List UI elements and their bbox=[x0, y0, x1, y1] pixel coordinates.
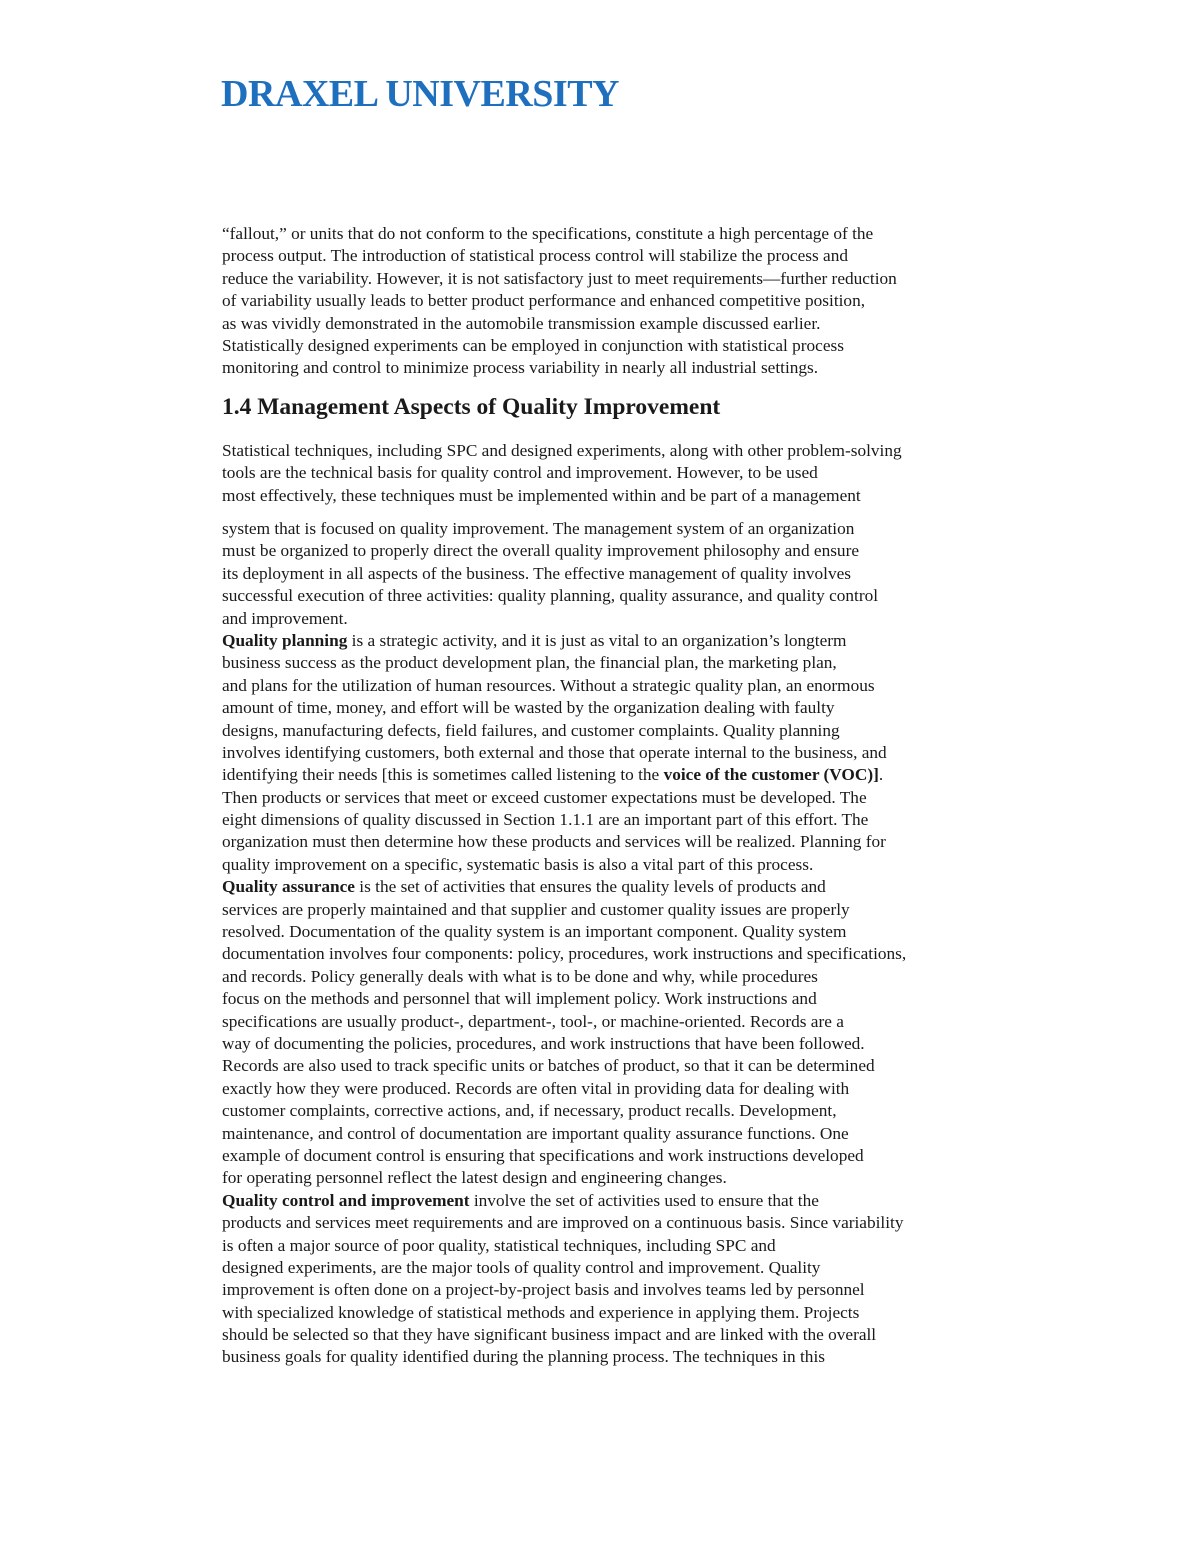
text-line: tools are the technical basis for quality control and improvement. However, to be used bbox=[222, 463, 818, 483]
text-line: example of document control is ensuring that specifications and work instructions developed bbox=[222, 1145, 864, 1165]
text-line: and plans for the utilization of human resources. Without a strategic quality plan, an enormous bbox=[222, 675, 875, 695]
text-line: “fallout,” or units that do not conform to the specifications, constitute a high percentage of the bbox=[222, 224, 874, 243]
section-paragraph-2 bbox=[222, 518, 906, 1369]
text-line: way of documenting the policies, procedures, and work instructions that have been followed. bbox=[222, 1033, 865, 1053]
text-line: most effectively, these techniques must be implemented within and be part of a management bbox=[222, 485, 861, 505]
text-line: monitoring and control to minimize process variability in nearly all industrial settings. bbox=[222, 358, 819, 378]
text-line: with specialized knowledge of statistical methods and experience in applying them. Projects bbox=[222, 1302, 860, 1322]
text-line: eight dimensions of quality discussed in Section 1.1.1 are an important part of this effort. The bbox=[222, 810, 869, 830]
text-line: Statistical techniques, including SPC and designed experiments, along with other problem-solving bbox=[222, 441, 902, 460]
text-line: reduce the variability. However, it is not satisfactory just to meet requirements—further reduction bbox=[222, 268, 897, 288]
text-line: involves identifying customers, both external and those that operate internal to the business, and bbox=[222, 742, 887, 762]
text-line: and records. Policy generally deals with what is to be done and why, while procedures bbox=[222, 966, 818, 986]
text-line: services are properly maintained and that supplier and customer quality issues are properly bbox=[222, 899, 850, 919]
text-line: maintenance, and control of documentation are important quality assurance functions. One bbox=[222, 1123, 849, 1143]
text-line: organization must then determine how these products and services will be realized. Planning for bbox=[222, 832, 886, 852]
text-fragment: is a strategic activity, and it is just as vital to an organization’s longterm bbox=[347, 630, 847, 650]
text-line: amount of time, money, and effort will be wasted by the organization dealing with faulty bbox=[222, 698, 835, 718]
text-fragment: is the set of activities that ensures the quality levels of products and bbox=[354, 877, 826, 897]
text-line: business success as the product development plan, the financial plan, the marketing plan, bbox=[222, 653, 837, 673]
text-line: documentation involves four components: policy, procedures, work instructions and specifications, bbox=[222, 944, 907, 964]
text-line: system that is focused on quality improvement. The management system of an organization bbox=[222, 519, 855, 538]
text-line: specifications are usually product-, department-, tool-, or machine-oriented. Records are a bbox=[222, 1011, 844, 1031]
text-fragment: identifying their needs [this is sometimes called listening to the bbox=[222, 765, 664, 785]
text-line: process output. The introduction of statistical process control will stabilize the process and bbox=[222, 246, 848, 266]
university-header: DRAXEL UNIVERSITY bbox=[221, 73, 619, 115]
text-line: and improvement. bbox=[222, 608, 348, 628]
quality-control-term: Quality control and improvement bbox=[222, 1190, 470, 1210]
text-line: exactly how they were produced. Records are often vital in providing data for dealing with bbox=[222, 1078, 850, 1098]
voc-term: voice of the customer (VOC)] bbox=[663, 765, 879, 785]
text-fragment: . bbox=[878, 765, 884, 785]
text-line: customer complaints, corrective actions, and, if necessary, product recalls. Development, bbox=[222, 1101, 837, 1121]
text-line: of variability usually leads to better product performance and enhanced competitive position, bbox=[222, 291, 866, 311]
text-line: improvement is often done on a project-by-project basis and involves teams led by personnel bbox=[222, 1280, 865, 1300]
text-line: successful execution of three activities: quality planning, quality assurance, and quality control bbox=[222, 586, 879, 606]
intro-paragraph bbox=[222, 223, 897, 380]
text-line: should be selected so that they have significant business impact and are linked with the overall bbox=[222, 1325, 877, 1345]
text-line: products and services meet requirements and are improved on a continuous basis. Since variability bbox=[222, 1213, 904, 1233]
text-line: Then products or services that meet or exceed customer expectations must be developed. The bbox=[222, 787, 867, 807]
text-line: its deployment in all aspects of the business. The effective management of quality involves bbox=[222, 563, 852, 583]
text-line: is often a major source of poor quality, statistical techniques, including SPC and bbox=[222, 1235, 776, 1255]
text-line: designs, manufacturing defects, field failures, and customer complaints. Quality planning bbox=[222, 720, 840, 740]
text-line: Statistically designed experiments can be employed in conjunction with statistical process bbox=[222, 335, 844, 355]
quality-planning-term: Quality planning bbox=[222, 630, 348, 650]
text-line: must be organized to properly direct the overall quality improvement philosophy and ensure bbox=[222, 541, 860, 561]
quality-assurance-term: Quality assurance bbox=[222, 877, 355, 897]
text-line: as was vividly demonstrated in the automobile transmission example discussed earlier. bbox=[222, 313, 821, 333]
quality-planning-first-line bbox=[222, 630, 906, 652]
text-line: resolved. Documentation of the quality system is an important component. Quality system bbox=[222, 922, 847, 942]
text-fragment: involve the set of activities used to ensure that the bbox=[469, 1190, 819, 1210]
text-line: Records are also used to track specific units or batches of product, so that it can be determined bbox=[222, 1056, 875, 1076]
text-line: for operating personnel reflect the latest design and engineering changes. bbox=[222, 1168, 727, 1188]
section-heading: 1.4 Management Aspects of Quality Improvement bbox=[222, 394, 721, 420]
text-line: business goals for quality identified during the planning process. The techniques in this bbox=[222, 1347, 825, 1367]
quality-assurance-first-line bbox=[222, 876, 906, 898]
quality-control-first-line bbox=[222, 1190, 906, 1212]
text-line: designed experiments, are the major tools of quality control and improvement. Quality bbox=[222, 1257, 821, 1277]
section-paragraph-1 bbox=[222, 440, 902, 507]
text-line: quality improvement on a specific, systematic basis is also a vital part of this process. bbox=[222, 854, 814, 874]
voc-line bbox=[222, 764, 906, 786]
text-line: focus on the methods and personnel that will implement policy. Work instructions and bbox=[222, 989, 817, 1009]
